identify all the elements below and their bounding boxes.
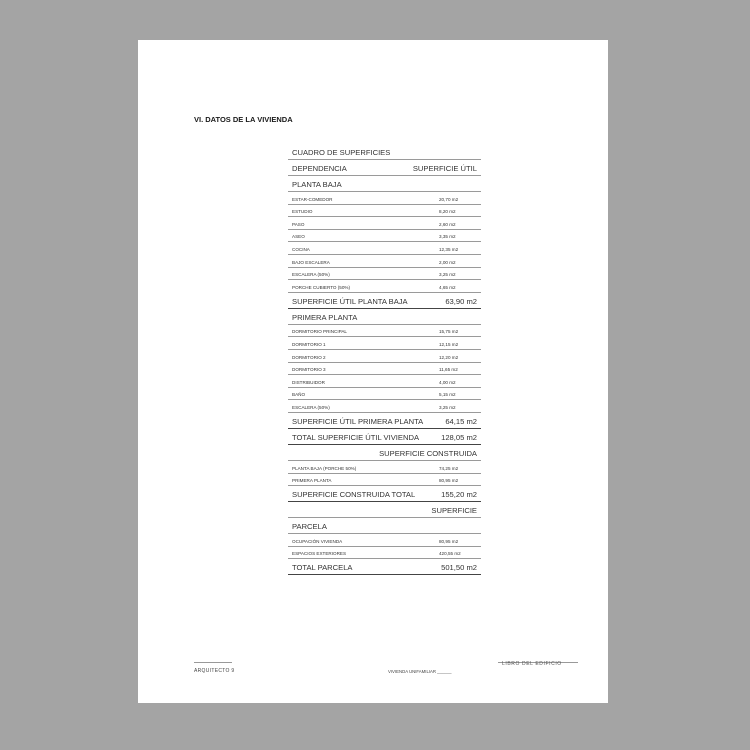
table-row [288, 337, 481, 350]
primera-planta-label-row [288, 309, 481, 325]
primera-planta-label: PRIMERA PLANTA [292, 312, 358, 322]
primera-planta-total-value: 64,15 m2 [445, 416, 477, 426]
footer-book-title: LIBRO DEL EDIFICIO [502, 661, 562, 667]
table-row [288, 363, 481, 376]
table-row [288, 205, 481, 218]
table-row [288, 325, 481, 338]
room-area: 12,35 m2 [439, 246, 459, 252]
construida-total-label: SUPERFICIE CONSTRUIDA TOTAL [292, 490, 416, 500]
construida-header-row [288, 445, 481, 461]
footer-rule-left [194, 662, 232, 663]
room-area: 4,65 m2 [439, 284, 456, 290]
room-area: 12,20 m2 [439, 354, 459, 360]
table-row [288, 388, 481, 401]
footer-architect: ARQUITECTO 9 [194, 668, 235, 674]
room-area: 4,00 m2 [439, 379, 456, 385]
planta-baja-total-row [288, 293, 481, 309]
parcela-label-row [288, 518, 481, 534]
room-name: OCUPACIÓN VIVIENDA [292, 538, 343, 544]
header-superficie-util: SUPERFICIE ÚTIL [412, 164, 477, 173]
room-name: PASO [292, 221, 305, 227]
table-row [288, 217, 481, 230]
room-name: PORCHE CUBIERTO (50%) [292, 284, 351, 290]
document-page [138, 40, 608, 703]
table-row [288, 255, 481, 268]
parcela-total-row [288, 559, 481, 575]
table-title [288, 144, 481, 160]
room-area: 20,70 m2 [439, 196, 459, 202]
table-row [288, 474, 481, 487]
table-row [288, 192, 481, 205]
room-name: ESPACIOS EXTERIORES [292, 551, 347, 557]
room-name: DORMITORIO PRINCIPAL [292, 329, 347, 335]
table-row [288, 534, 481, 547]
room-name: DORMITORIO 3 [292, 367, 326, 373]
section-title: VI. DATOS DE LA VIVIENDA [194, 115, 293, 124]
table-row [288, 350, 481, 363]
construida-total-row [288, 486, 481, 502]
planta-baja-total-value: 63,90 m2 [445, 296, 477, 306]
room-area: 3,25 m2 [439, 404, 456, 410]
table-row [288, 242, 481, 255]
room-name: ESTAR-COMEDOR [292, 196, 333, 202]
primera-planta-total-row [288, 413, 481, 429]
room-area: 3,25 m2 [439, 272, 456, 278]
room-area: 420,55 m2 [439, 551, 461, 557]
room-area: 80,95 m2 [439, 478, 459, 484]
surfaces-table [288, 144, 481, 575]
room-area: 8,20 m2 [439, 209, 456, 215]
room-name: COCINA [292, 246, 310, 252]
table-row [288, 461, 481, 474]
room-area: 2,60 m2 [439, 221, 456, 227]
parcela-total-label: TOTAL PARCELA [292, 563, 353, 573]
table-title-label: CUADRO DE SUPERFICIES [292, 148, 391, 157]
room-area: 15,75 m2 [439, 329, 459, 335]
planta-baja-label: PLANTA BAJA [292, 180, 342, 189]
table-row [288, 547, 481, 560]
room-area: 12,15 m2 [439, 341, 459, 347]
planta-baja-total-label: SUPERFICIE ÚTIL PLANTA BAJA [292, 296, 408, 306]
total-util-row [288, 429, 481, 445]
room-name: PRIMERA PLANTA [292, 478, 332, 484]
room-area: 80,95 m2 [439, 538, 459, 544]
room-area: 3,35 m2 [439, 234, 456, 240]
room-name: DORMITORIO 1 [292, 341, 326, 347]
construida-header: SUPERFICIE CONSTRUIDA [379, 448, 477, 458]
room-area: 5,15 m2 [439, 392, 456, 398]
room-name: ASEO [292, 234, 305, 240]
table-row [288, 268, 481, 281]
room-area: 74,25 m2 [439, 465, 459, 471]
parcela-header-row [288, 502, 481, 518]
parcela-total-value: 501,50 m2 [441, 563, 477, 573]
room-area: 2,00 m2 [439, 259, 456, 265]
room-name: ESTUDIO [292, 209, 313, 215]
construida-total-value: 155,20 m2 [441, 490, 477, 500]
room-name: BAJO ESCALERA [292, 259, 330, 265]
room-name: PLANTA BAJA (PORCHE 50%) [292, 465, 357, 471]
room-name: ESCALERA (50%) [292, 404, 330, 410]
room-name: DORMITORIO 2 [292, 354, 326, 360]
table-header [288, 160, 481, 176]
room-name: ESCALERA (50%) [292, 272, 330, 278]
parcela-header: SUPERFICIE [431, 506, 477, 516]
table-row [288, 400, 481, 413]
table-row [288, 375, 481, 388]
header-dependencia: DEPENDENCIA [292, 164, 347, 173]
table-row [288, 280, 481, 293]
parcela-label: PARCELA [292, 522, 327, 532]
primera-planta-total-label: SUPERFICIE ÚTIL PRIMERA PLANTA [292, 416, 424, 426]
table-row [288, 230, 481, 243]
footer-project: VIVIENDA UNIFAMILIAR ______ [388, 669, 452, 674]
room-name: DISTRIBUIDOR [292, 379, 325, 385]
planta-baja-label-row [288, 176, 481, 192]
room-area: 11,65 m2 [439, 367, 458, 373]
total-util-value: 128,05 m2 [441, 432, 477, 442]
total-util-label: TOTAL SUPERFICIE ÚTIL VIVIENDA [292, 432, 420, 442]
room-name: BAÑO [292, 392, 306, 398]
